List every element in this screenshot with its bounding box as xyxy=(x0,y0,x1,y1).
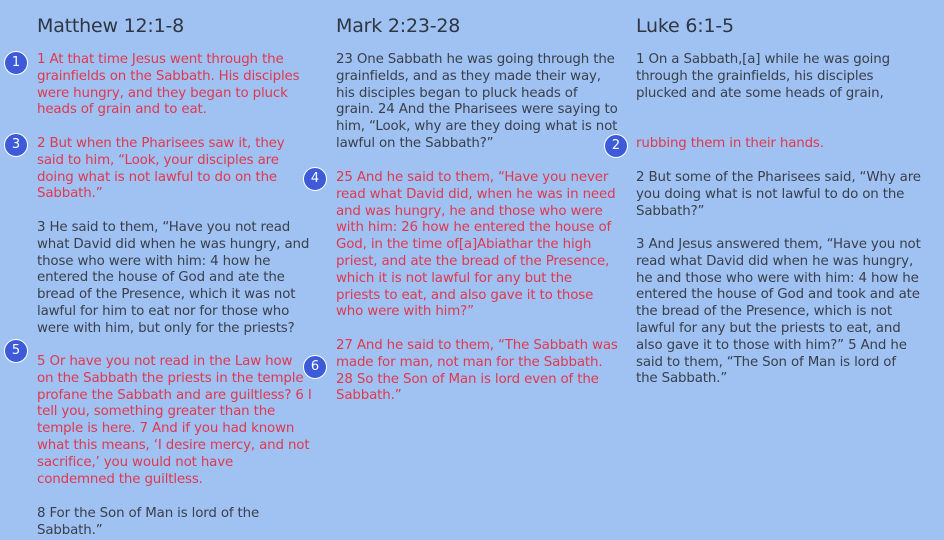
passage-paragraph: 1 At that time Jesus went through the grainfields on the Sabbath. His disciples were hungry, and they began to pluck heads of grain and to eat. xyxy=(37,52,300,118)
marker-badge[interactable]: 5 xyxy=(4,339,28,363)
passage-paragraph: 2 But some of the Pharisees said, “Why are you doing what is not lawful to do on the Sabbath?” xyxy=(636,170,921,219)
marker-badge[interactable]: 4 xyxy=(303,167,327,191)
passage-paragraph: 1 On a Sabbath,[a] while he was going through the grainfields, his disciples plucked and ate some heads of grain, xyxy=(636,52,890,101)
passage-paragraph: 3 He said to them, “Have you not read what David did when he was hungry, and those who were with him: 4 how he entered the house of God and ate the bread of the Presence, which it was not lawful for him to eat nor for those who were with him, but only for the priests? xyxy=(37,220,310,336)
column-title-matthew: Matthew 12:1-8 xyxy=(37,15,185,37)
column-title-mark: Mark 2:23-28 xyxy=(336,15,461,37)
marker-badge[interactable]: 3 xyxy=(4,133,28,157)
passage-paragraph: 3 And Jesus answered them, “Have you not read what David did when he was hungry, he and those who were with him: 4 how he entered the house of God and took and ate the bread of the Presence, which is not lawful for any but the priests to eat, and also gave it to those with him?” 5 And he said to them, “The Son of Man is lord of the Sabbath.” xyxy=(636,237,921,387)
marker-badge[interactable]: 6 xyxy=(303,355,327,379)
passage-paragraph: 2 But when the Pharisees saw it, they said to him, “Look, your disciples are doing what is not lawful to do on the Sabbath.” xyxy=(37,136,285,202)
passage-paragraph: 5 Or have you not read in the Law how on the Sabbath the priests in the temple profane the Sabbath and are guiltless? 6 I tell you, something greater than the temple is here. 7 And if you had known what this means, ‘I desire mercy, and not sacrifice,’ you would not have condemned the guiltless. xyxy=(37,354,312,487)
marker-badge[interactable]: 2 xyxy=(604,134,628,158)
passage-paragraph: 23 One Sabbath he was going through the grainfields, and as they made their way, his disciples began to pluck heads of grain. 24 And the Pharisees were saying to him, “Look, why are they doing what is not lawful on the Sabbath?” xyxy=(336,52,618,151)
passage-paragraph: 27 And he said to them, “The Sabbath was made for man, not man for the Sabbath. 28 So the Son of Man is lord even of the Sabbath.” xyxy=(336,338,618,404)
column-title-luke: Luke 6:1-5 xyxy=(636,15,734,37)
marker-badge[interactable]: 1 xyxy=(4,51,28,75)
passage-paragraph: 25 And he said to them, “Have you never read what David did, when he was in need and was hungry, he and those who were with him: 26 how he entered the house of God, in the time of[a]Abiathar the high priest, and ate the bread of the Presence, which it is not lawful for any but the priests to eat, and also gave it to those who were with him?” xyxy=(336,170,616,320)
passage-paragraph: 8 For the Son of Man is lord of the Sabbath.” xyxy=(37,506,260,538)
passage-paragraph: rubbing them in their hands. xyxy=(636,136,824,151)
